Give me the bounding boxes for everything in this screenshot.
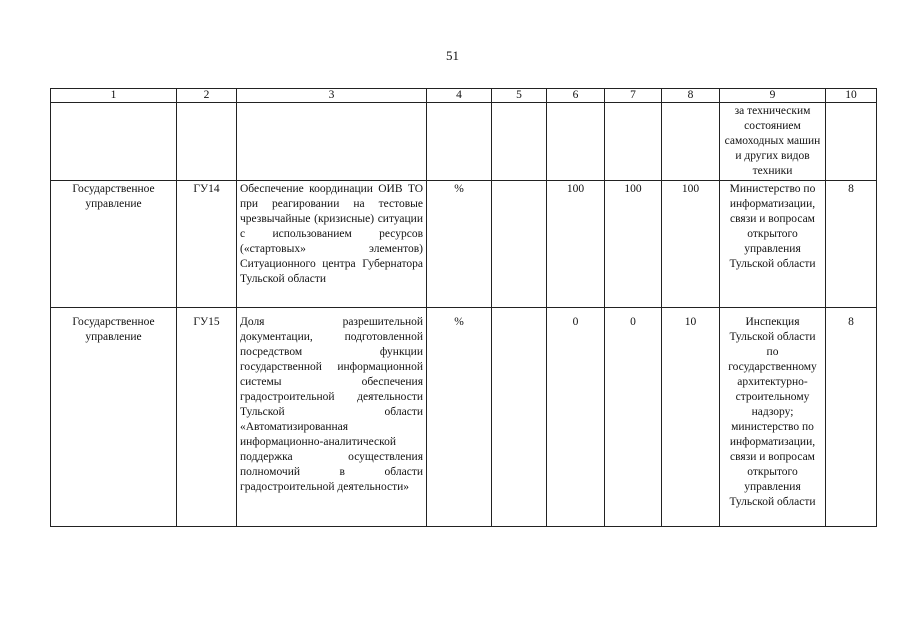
unit-cell — [427, 103, 492, 181]
sphere-cell: Государственное управление — [51, 308, 177, 527]
header-cell: 2 — [177, 89, 237, 103]
header-cell: 6 — [547, 89, 605, 103]
number-cell: 8 — [826, 181, 877, 308]
header-row — [51, 89, 877, 103]
responsible-cell: Инспекция Тульской области по государственному архитектурно-строительному надзору; министерство по информатизации, связи и вопросам открытого управления Тульской области — [720, 308, 826, 527]
responsible-cell: Министерство по информатизации, связи и вопросам открытого управления Тульской области — [720, 181, 826, 308]
unit-cell: % — [427, 308, 492, 527]
value-cell: 100 — [547, 181, 605, 308]
table-row — [51, 308, 877, 527]
header-cell: 10 — [826, 89, 877, 103]
indicators-table — [50, 88, 877, 527]
header-cell: 5 — [492, 89, 547, 103]
value-cell: 100 — [605, 181, 662, 308]
header-cell: 9 — [720, 89, 826, 103]
value-cell — [492, 181, 547, 308]
number-cell — [826, 103, 877, 181]
header-cell: 7 — [605, 89, 662, 103]
code-cell — [177, 103, 237, 181]
table-row — [51, 181, 877, 308]
code-cell: ГУ14 — [177, 181, 237, 308]
value-cell: 100 — [662, 181, 720, 308]
value-cell — [492, 103, 547, 181]
unit-cell: % — [427, 181, 492, 308]
sphere-cell — [51, 103, 177, 181]
value-cell — [605, 103, 662, 181]
value-cell: 10 — [662, 308, 720, 527]
header-cell: 3 — [237, 89, 427, 103]
sphere-cell: Государственное управление — [51, 181, 177, 308]
responsible-cell: за техническим состоянием самоходных машин и других видов техники — [720, 103, 826, 181]
number-cell: 8 — [826, 308, 877, 527]
value-cell — [492, 308, 547, 527]
code-cell: ГУ15 — [177, 308, 237, 527]
header-cell: 8 — [662, 89, 720, 103]
value-cell — [662, 103, 720, 181]
header-cell: 1 — [51, 89, 177, 103]
indicator-cell — [237, 103, 427, 181]
table-row — [51, 103, 877, 181]
page-number: 51 — [446, 48, 459, 63]
value-cell — [547, 103, 605, 181]
value-cell: 0 — [605, 308, 662, 527]
indicator-cell: Доля разрешительной документации, подготовленной посредством функции государственной информационной системы обеспечения градостроительной деятельности Тульской области «Автоматизированная информационно-аналитической поддержка осуществления полномочий в области градостроительной деятельности» — [237, 308, 427, 527]
header-cell: 4 — [427, 89, 492, 103]
indicator-cell: Обеспечение координации ОИВ ТО при реагировании на тестовые чрезвычайные (кризисные) ситуации с использованием ресурсов («стартовых» элементов) Ситуационного центра Губернатора Тульской области — [237, 181, 427, 308]
value-cell: 0 — [547, 308, 605, 527]
